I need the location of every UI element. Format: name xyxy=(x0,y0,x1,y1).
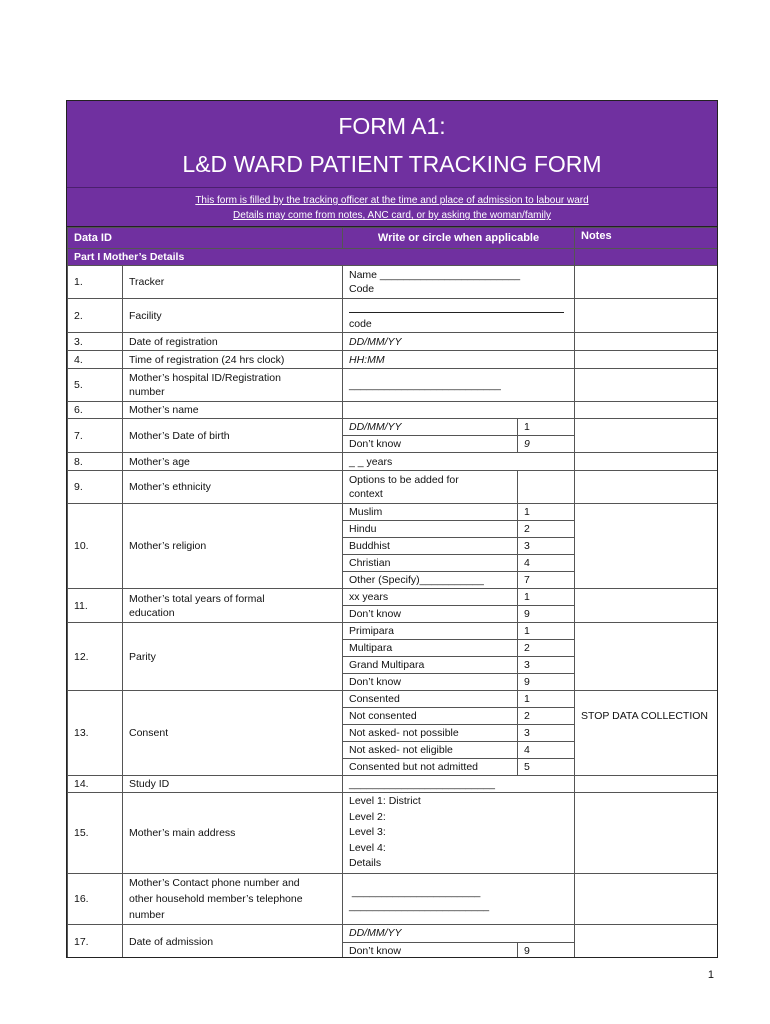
option-code[interactable]: 3 xyxy=(518,538,575,555)
address-line: Level 1: District xyxy=(349,795,421,807)
patient-tracking-table xyxy=(67,227,718,958)
form-title-line1: FORM A1: xyxy=(338,113,446,139)
row-number: 2. xyxy=(68,299,123,333)
row-options[interactable] xyxy=(343,299,575,333)
row-label-line2: number xyxy=(129,386,165,398)
age-field[interactable]: _ _ years xyxy=(343,453,575,471)
row-label: Mother’s religion xyxy=(123,504,343,589)
address-line: Details xyxy=(349,857,382,869)
phone-line[interactable]: ______________________ xyxy=(349,885,481,898)
address-line: Level 2: xyxy=(349,810,386,823)
option-code[interactable]: 9 xyxy=(518,436,575,453)
form-title-line2: L&D WARD PATIENT TRACKING FORM xyxy=(182,151,602,177)
notes-cell[interactable] xyxy=(575,333,719,351)
facility-code-field[interactable]: code xyxy=(349,318,372,330)
table-row xyxy=(68,776,719,793)
phone-field[interactable] xyxy=(343,873,575,924)
option-code[interactable]: 4 xyxy=(518,742,575,759)
row-label: Parity xyxy=(123,623,343,691)
row-label: Tracker xyxy=(123,266,343,299)
option-text[interactable]: Grand Multipara xyxy=(343,657,518,674)
option-code[interactable]: 9 xyxy=(518,606,575,623)
table-row xyxy=(68,471,719,504)
notes-cell[interactable] xyxy=(575,873,719,924)
row-label: Facility xyxy=(123,299,343,333)
admission-date-field[interactable]: DD/MM/YY xyxy=(343,924,575,942)
notes-cell[interactable] xyxy=(575,924,719,958)
notes-cell[interactable] xyxy=(575,419,719,453)
table-row xyxy=(68,589,719,606)
notes-cell[interactable] xyxy=(575,776,719,793)
option-code[interactable]: 9 xyxy=(518,674,575,691)
row-number: 16. xyxy=(68,873,123,924)
option-text[interactable]: Consented but not admitted xyxy=(343,759,518,776)
option-code[interactable]: 1 xyxy=(518,623,575,640)
option-text[interactable]: Not consented xyxy=(343,708,518,725)
notes-cell[interactable] xyxy=(575,793,719,874)
row-label-line1: Mother’s total years of formal xyxy=(129,592,265,605)
table-row xyxy=(68,369,719,402)
option-code[interactable]: 1 xyxy=(518,504,575,521)
option-text[interactable]: Not asked- not possible xyxy=(343,725,518,742)
option-text[interactable]: Not asked- not eligible xyxy=(343,742,518,759)
option-code[interactable]: 2 xyxy=(518,640,575,657)
option-text[interactable]: xx years xyxy=(343,589,518,606)
dob-field[interactable]: DD/MM/YY xyxy=(343,419,518,436)
row-number: 17. xyxy=(68,924,123,958)
address-field[interactable] xyxy=(343,793,575,874)
notes-cell[interactable] xyxy=(575,471,719,504)
table-row xyxy=(68,691,719,708)
option-code[interactable]: 1 xyxy=(518,419,575,436)
row-number: 14. xyxy=(68,776,123,793)
part1-row xyxy=(68,249,719,266)
ethnicity-options[interactable] xyxy=(343,471,518,504)
hospital-id-field[interactable]: __________________________ xyxy=(343,369,575,402)
option-code[interactable]: 7 xyxy=(518,572,575,589)
option-code[interactable]: 9 xyxy=(518,942,575,958)
notes-cell[interactable] xyxy=(575,504,719,589)
notes-cell[interactable] xyxy=(575,725,719,742)
option-text[interactable]: Christian xyxy=(343,555,518,572)
option-text[interactable]: Don’t know xyxy=(343,436,518,453)
notes-cell[interactable] xyxy=(575,759,719,776)
row-label-line3: number xyxy=(129,908,165,921)
tracker-name-field[interactable]: Name ________________________ xyxy=(349,269,521,281)
option-code[interactable]: 2 xyxy=(518,708,575,725)
row-label: Consent xyxy=(123,691,343,776)
form-header xyxy=(67,101,717,227)
notes-cell[interactable] xyxy=(575,453,719,471)
row-label xyxy=(123,369,343,402)
table-row xyxy=(68,266,719,299)
row-label: Mother’s main address xyxy=(123,793,343,874)
row-label: Mother’s Date of birth xyxy=(123,419,343,453)
notes-cell[interactable] xyxy=(575,402,719,419)
table-row xyxy=(68,299,719,333)
row-number: 6. xyxy=(68,402,123,419)
study-id-field[interactable]: _________________________ xyxy=(343,776,575,793)
row-number: 11. xyxy=(68,589,123,623)
row-label-line1: Mother’s hospital ID/Registration xyxy=(129,372,281,384)
option-text[interactable]: Hindu xyxy=(343,521,518,538)
table-row xyxy=(68,351,719,369)
option-text: context xyxy=(349,488,383,500)
tracker-code-field[interactable]: Code xyxy=(349,283,375,295)
row-label xyxy=(123,589,343,623)
table-row xyxy=(68,873,719,924)
notes-cell[interactable] xyxy=(575,742,719,759)
table-row xyxy=(68,333,719,351)
row-label-line1: Mother’s Contact phone number and xyxy=(129,876,300,889)
mother-name-field[interactable] xyxy=(343,402,575,419)
option-code[interactable]: 2 xyxy=(518,521,575,538)
option-text[interactable]: Don’t know xyxy=(343,674,518,691)
row-label: Time of registration (24 hrs clock) xyxy=(123,351,343,369)
notes-cell[interactable] xyxy=(575,589,719,623)
form-frame xyxy=(66,100,718,958)
table-row xyxy=(68,924,719,942)
part1-label: Part I Mother’s Details xyxy=(68,249,575,266)
row-number: 4. xyxy=(68,351,123,369)
notes-cell[interactable] xyxy=(575,351,719,369)
header-notes: Notes xyxy=(575,228,719,249)
row-number: 8. xyxy=(68,453,123,471)
row-number: 5. xyxy=(68,369,123,402)
notes-cell[interactable] xyxy=(575,369,719,402)
option-text[interactable]: Primipara xyxy=(343,623,518,640)
row-number: 9. xyxy=(68,471,123,504)
row-label: Date of admission xyxy=(123,924,343,958)
option-code[interactable]: 3 xyxy=(518,725,575,742)
option-code[interactable]: 3 xyxy=(518,657,575,674)
row-number: 15. xyxy=(68,793,123,874)
phone-line[interactable]: ________________________ xyxy=(349,899,490,912)
title-block xyxy=(67,101,717,188)
registration-time-field[interactable]: HH:MM xyxy=(343,351,575,369)
row-options[interactable] xyxy=(343,266,575,299)
notes-cell[interactable] xyxy=(575,623,719,691)
facility-line xyxy=(349,312,564,313)
option-text[interactable]: Muslim xyxy=(343,504,518,521)
address-line: Level 3: xyxy=(349,826,386,838)
row-label: Mother’s ethnicity xyxy=(123,471,343,504)
option-text[interactable]: Don’t know xyxy=(343,942,518,958)
table-header-row xyxy=(68,228,719,249)
option-code[interactable]: 4 xyxy=(518,555,575,572)
part1-notes-cell xyxy=(575,249,719,266)
table-row xyxy=(68,504,719,521)
notes-cell[interactable] xyxy=(575,691,719,708)
option-code[interactable] xyxy=(518,471,575,504)
row-label-line2: other household member’s telephone xyxy=(129,892,303,905)
subtitle-line2: Details may come from notes, ANC card, or by asking the woman/family xyxy=(233,210,551,221)
option-text: Options to be added for xyxy=(349,474,459,486)
registration-date-field[interactable]: DD/MM/YY xyxy=(343,333,575,351)
subtitle-line1: This form is filled by the tracking officer at the time and place of admission to labour ward xyxy=(195,195,589,206)
option-code[interactable]: 1 xyxy=(518,691,575,708)
row-number: 12. xyxy=(68,623,123,691)
option-code[interactable]: 5 xyxy=(518,759,575,776)
option-code[interactable]: 1 xyxy=(518,589,575,606)
row-number: 7. xyxy=(68,419,123,453)
row-label xyxy=(123,873,343,924)
table-row xyxy=(68,453,719,471)
row-number: 3. xyxy=(68,333,123,351)
subtitle-block xyxy=(67,188,717,226)
row-label: Study ID xyxy=(123,776,343,793)
table-row xyxy=(68,793,719,874)
row-label: Date of registration xyxy=(123,333,343,351)
option-text[interactable]: Multipara xyxy=(343,640,518,657)
option-text[interactable]: Don’t know xyxy=(343,606,518,623)
option-text[interactable]: Buddhist xyxy=(343,538,518,555)
page-number: 1 xyxy=(707,969,714,981)
row-label: Mother’s name xyxy=(123,402,343,419)
table-row xyxy=(68,419,719,436)
header-data-id: Data ID xyxy=(68,228,343,249)
row-label: Mother’s age xyxy=(123,453,343,471)
notes-cell[interactable] xyxy=(575,299,719,333)
address-line: Level 4: xyxy=(349,841,386,854)
table-row xyxy=(68,402,719,419)
notes-cell[interactable] xyxy=(575,266,719,299)
row-label-line2: education xyxy=(129,606,175,619)
header-write-circle: Write or circle when applicable xyxy=(343,228,575,249)
row-number: 13. xyxy=(68,691,123,776)
option-text[interactable]: Consented xyxy=(343,691,518,708)
stop-data-collection-note: STOP DATA COLLECTION xyxy=(575,708,719,725)
row-number: 1. xyxy=(68,266,123,299)
table-row xyxy=(68,623,719,640)
row-number: 10. xyxy=(68,504,123,589)
option-text[interactable]: Other (Specify)___________ xyxy=(343,572,518,589)
